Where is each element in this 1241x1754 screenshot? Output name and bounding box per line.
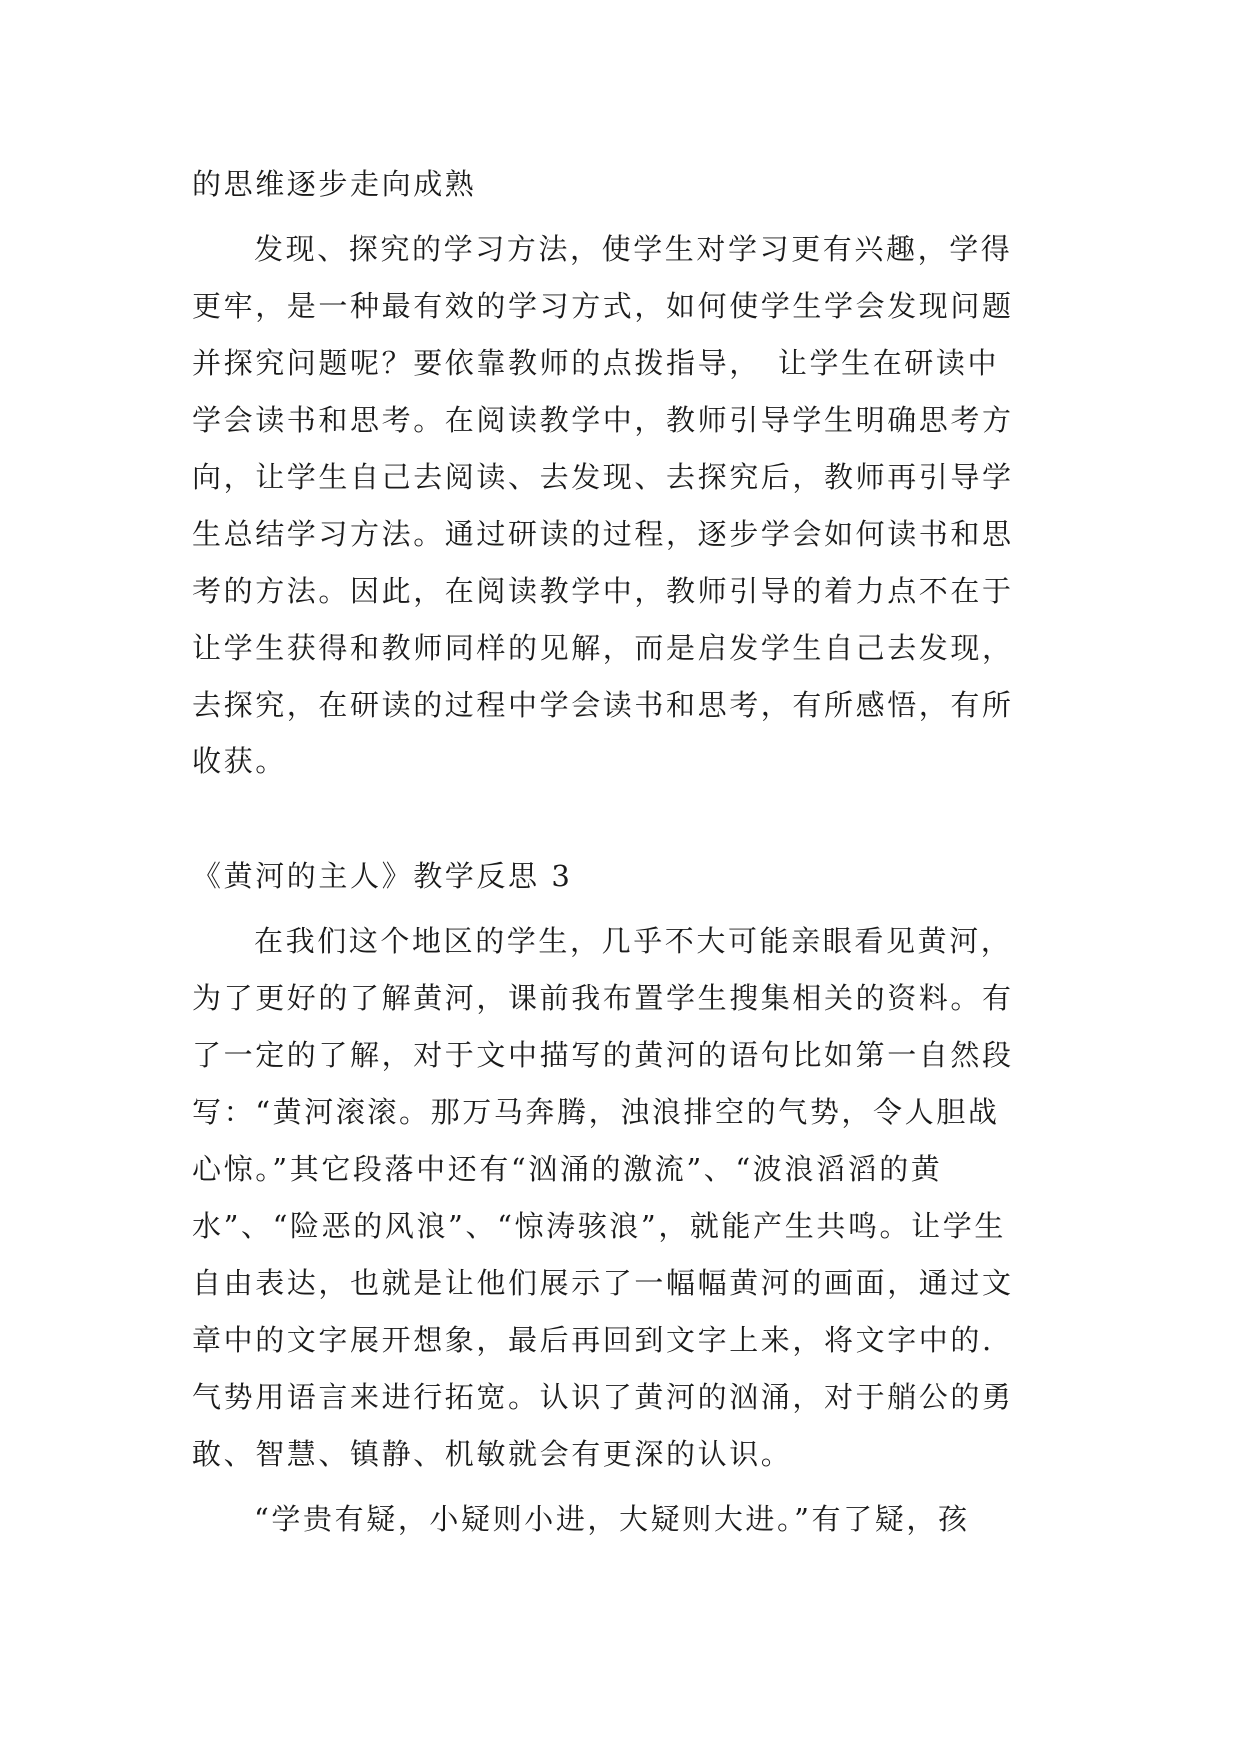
text-line: 收获。 [192,744,287,778]
text-line: 章中的文字展开想象，最后再回到文字上来，将文字中的. [192,1323,994,1357]
paragraph-start-line: 在我们这个地区的学生，几乎不大可能亲眼看见黄河， [254,924,1013,958]
text-line: 为了更好的了解黄河，课前我布置学生搜集相关的资料。有 [192,981,1014,1015]
section-heading: 《黄河的主人》教学反思 3 [192,859,573,893]
text-line: 心惊。”其它段落中还有“汹涌的激流”、“波浪滔滔的黄 [192,1152,943,1186]
text-line: 去探究，在研读的过程中学会读书和思考，有所感悟，有所 [192,688,1014,722]
text-line: 自由表达，也就是让他们展示了一幅幅黄河的画面，通过文 [192,1266,1014,1300]
text-line: 了一定的了解，对于文中描写的黄河的语句比如第一自然段 [192,1038,1014,1072]
text-line: 敢、智慧、镇静、机敏就会有更深的认识。 [192,1437,793,1471]
text-line: 气势用语言来进行拓宽。认识了黄河的汹涌，对于艄公的勇 [192,1380,1014,1414]
text-line: 向，让学生自己去阅读、去发现、去探究后，教师再引导学 [192,460,1014,494]
text-line: 学会读书和思考。在阅读教学中，教师引导学生明确思考方 [192,403,1014,437]
text-line: 生总结学习方法。通过研读的过程，逐步学会如何读书和思 [192,517,1014,551]
text-line: 的思维逐步走向成熟 [192,167,477,201]
paragraph-start-line: 发现、探究的学习方法，使学生对学习更有兴趣，学得 [254,232,1013,266]
text-line: 让学生获得和教师同样的见解，而是启发学生自己去发现， [192,631,1014,665]
paragraph-start-line: “学贵有疑，小疑则小进，大疑则大进。”有了疑，孩 [254,1502,970,1536]
text-line: 水”、“险恶的风浪”、“惊涛骇浪”，就能产生共鸣。让学生 [192,1209,1006,1243]
text-line: 考的方法。因此，在阅读教学中，教师引导的着力点不在于 [192,574,1014,608]
text-line: 写：“黄河滚滚。那万马奔腾，浊浪排空的气势，令人胆战 [192,1095,1000,1129]
text-line: 并探究问题呢？要依靠教师的点拨指导， 让学生在研读中 [192,346,1000,380]
text-line: 更牢，是一种最有效的学习方式，如何使学生学会发现问题 [192,289,1014,323]
